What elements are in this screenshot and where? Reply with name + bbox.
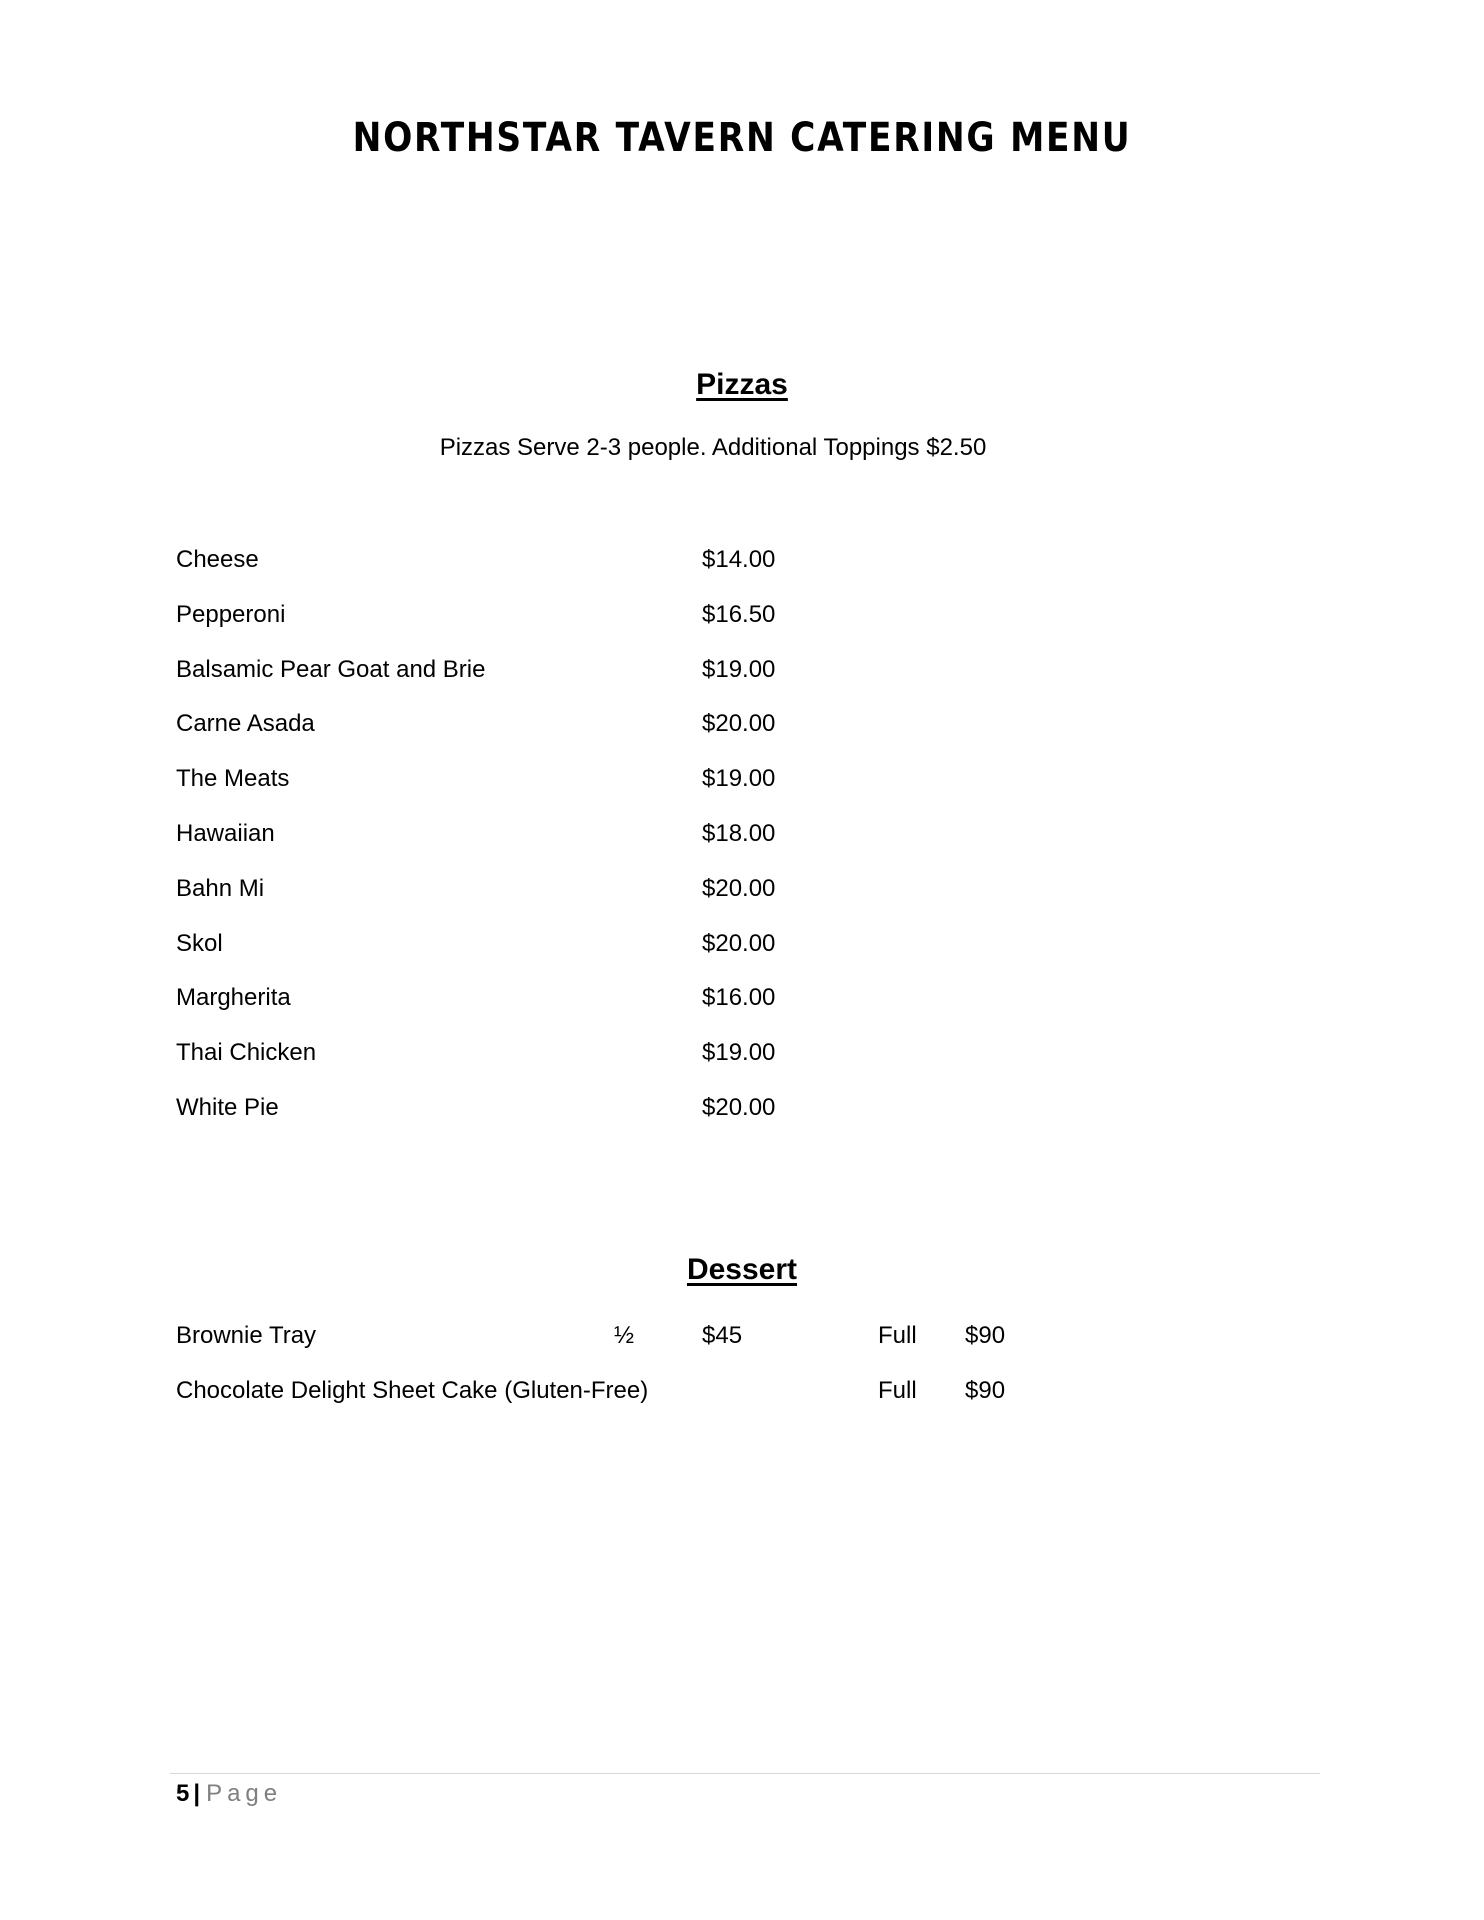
list-item	[176, 759, 1176, 814]
dessert-full-price: $90	[965, 1322, 1006, 1349]
dessert-full-label: Full	[878, 1377, 917, 1404]
pizza-menu-list	[176, 540, 1176, 1143]
pizza-price: $19.00	[702, 765, 776, 793]
dessert-full-label: Full	[878, 1322, 917, 1349]
list-item	[176, 1371, 1176, 1426]
pizza-price: $19.00	[702, 1039, 776, 1067]
pizza-price: $19.00	[702, 655, 776, 683]
pizzas-note: Pizzas Serve 2-3 people. Additional Toppings $2.50	[439, 434, 987, 461]
pizza-name: Cheese	[176, 546, 259, 573]
dessert-name: Brownie Tray	[176, 1322, 317, 1349]
pizza-price: $16.50	[702, 600, 776, 628]
pizza-name: Margherita	[176, 984, 291, 1012]
pizza-price: $20.00	[702, 874, 776, 902]
list-item	[176, 704, 1176, 759]
dessert-half-price: $45	[702, 1322, 743, 1349]
pizza-name: White Pie	[176, 1093, 279, 1121]
list-item	[176, 650, 1176, 705]
pizza-name: Skol	[176, 929, 223, 957]
list-item	[176, 869, 1176, 924]
dessert-full-price: $90	[965, 1377, 1006, 1404]
pizza-name: Pepperoni	[176, 600, 286, 628]
dessert-name: Chocolate Delight Sheet Cake (Gluten-Free)	[176, 1377, 649, 1404]
dessert-menu-list	[176, 1316, 1176, 1426]
list-item	[176, 540, 1176, 595]
document-title: NORTHSTAR TAVERN CATERING MENU	[352, 114, 1132, 161]
pizza-price: $20.00	[702, 1093, 776, 1121]
list-item	[176, 978, 1176, 1033]
pizza-name: Bahn Mi	[176, 874, 265, 902]
pizza-name: Hawaiian	[176, 819, 275, 847]
pizza-name: The Meats	[176, 765, 290, 793]
list-item	[176, 1033, 1176, 1088]
dessert-half-label: ½	[614, 1322, 635, 1349]
pizza-name: Balsamic Pear Goat and Brie	[176, 655, 486, 683]
page-number: 5	[176, 1780, 190, 1807]
pizza-price: $14.00	[702, 546, 776, 573]
pizza-name: Thai Chicken	[176, 1039, 317, 1067]
dessert-heading: Dessert	[686, 1253, 798, 1286]
footer-divider	[170, 1773, 1320, 1774]
list-item	[176, 814, 1176, 869]
page-footer	[176, 1778, 282, 1810]
page-label: Page	[206, 1780, 283, 1807]
list-item	[176, 595, 1176, 650]
pizza-price: $18.00	[702, 819, 776, 847]
pizzas-heading: Pizzas	[696, 368, 788, 401]
pizza-name: Carne Asada	[176, 710, 315, 738]
list-item	[176, 1316, 1176, 1371]
list-item	[176, 924, 1176, 979]
page-separator: |	[193, 1780, 201, 1807]
pizza-price: $16.00	[702, 984, 776, 1012]
pizza-price: $20.00	[702, 929, 776, 957]
list-item	[176, 1088, 1176, 1143]
pizza-price: $20.00	[702, 710, 776, 738]
